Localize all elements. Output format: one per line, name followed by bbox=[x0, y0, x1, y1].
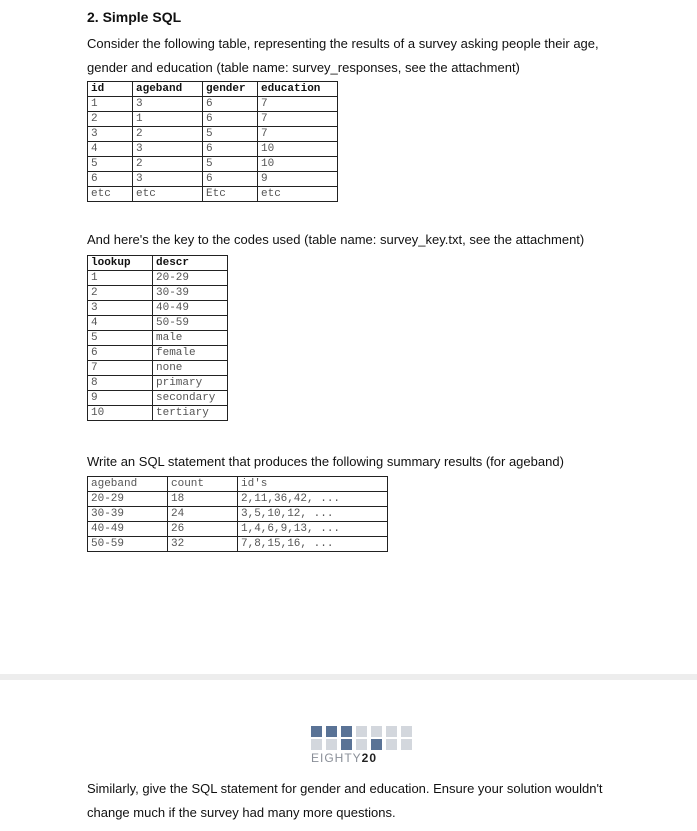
table-cell: 40-49 bbox=[88, 522, 168, 537]
logo-square bbox=[326, 726, 337, 737]
table-cell: 7,8,15,16, ... bbox=[238, 537, 388, 552]
column-header: ageband bbox=[88, 477, 168, 492]
table-row bbox=[88, 507, 388, 522]
table-cell: 4 bbox=[88, 142, 133, 157]
table-row bbox=[88, 361, 228, 376]
table-cell: 9 bbox=[258, 172, 338, 187]
table-cell: none bbox=[153, 361, 228, 376]
table-row bbox=[88, 172, 338, 187]
survey-key-table bbox=[87, 255, 228, 421]
table-cell: 2 bbox=[133, 157, 203, 172]
logo-text-bold: 20 bbox=[361, 751, 378, 765]
table-row bbox=[88, 301, 228, 316]
table-cell: secondary bbox=[153, 391, 228, 406]
logo-square bbox=[356, 726, 367, 737]
table-cell: female bbox=[153, 346, 228, 361]
logo-square bbox=[371, 726, 382, 737]
logo-square bbox=[341, 726, 352, 737]
logo-square bbox=[326, 739, 337, 750]
table-cell: 8 bbox=[88, 376, 153, 391]
table-cell: 26 bbox=[168, 522, 238, 537]
page-divider bbox=[0, 674, 697, 680]
table-row bbox=[88, 271, 228, 286]
table-cell: 5 bbox=[203, 157, 258, 172]
table-cell: 10 bbox=[258, 142, 338, 157]
table-header-row bbox=[88, 477, 388, 492]
logo-square bbox=[311, 739, 322, 750]
table-header-row bbox=[88, 256, 228, 271]
column-header: id bbox=[88, 82, 133, 97]
logo-square bbox=[356, 739, 367, 750]
table-cell: 4 bbox=[88, 316, 153, 331]
table-cell: 40-49 bbox=[153, 301, 228, 316]
table-row bbox=[88, 97, 338, 112]
table-cell: etc bbox=[258, 187, 338, 202]
table-cell: 7 bbox=[258, 97, 338, 112]
logo-square bbox=[341, 739, 352, 750]
table-cell: 9 bbox=[88, 391, 153, 406]
table-cell: 5 bbox=[203, 127, 258, 142]
table-cell: 2,11,36,42, ... bbox=[238, 492, 388, 507]
table-cell: 6 bbox=[88, 172, 133, 187]
logo-wordmark bbox=[311, 751, 377, 765]
logo-square bbox=[371, 739, 382, 750]
table-cell: 3 bbox=[133, 142, 203, 157]
table-cell: 2 bbox=[88, 112, 133, 127]
table-cell: 32 bbox=[168, 537, 238, 552]
intro-line-2: gender and education (table name: survey_responses, see the attachment) bbox=[87, 60, 520, 75]
table-cell: 6 bbox=[203, 172, 258, 187]
table-cell: 50-59 bbox=[88, 537, 168, 552]
column-header: ageband bbox=[133, 82, 203, 97]
table-row bbox=[88, 391, 228, 406]
logo-square bbox=[386, 739, 397, 750]
footer-line-1: Similarly, give the SQL statement for gender and education. Ensure your solution wouldn't bbox=[87, 781, 603, 796]
table-row bbox=[88, 537, 388, 552]
table-cell: 10 bbox=[88, 406, 153, 421]
table-cell: Etc bbox=[203, 187, 258, 202]
column-header: id's bbox=[238, 477, 388, 492]
table-cell: 24 bbox=[168, 507, 238, 522]
column-header: lookup bbox=[88, 256, 153, 271]
section-heading: 2. Simple SQL bbox=[87, 9, 182, 25]
table-cell: 2 bbox=[88, 286, 153, 301]
table-cell: male bbox=[153, 331, 228, 346]
table-cell: primary bbox=[153, 376, 228, 391]
table-cell: 5 bbox=[88, 331, 153, 346]
column-header: descr bbox=[153, 256, 228, 271]
table-row bbox=[88, 406, 228, 421]
table-cell: 5 bbox=[88, 157, 133, 172]
table-cell: tertiary bbox=[153, 406, 228, 421]
table-row bbox=[88, 127, 338, 142]
column-header: education bbox=[258, 82, 338, 97]
summary-results-table bbox=[87, 476, 388, 552]
table-cell: 3 bbox=[133, 97, 203, 112]
survey-responses-table bbox=[87, 81, 338, 202]
table-row bbox=[88, 522, 388, 537]
table-cell: etc bbox=[88, 187, 133, 202]
table-cell: 18 bbox=[168, 492, 238, 507]
key-intro: And here's the key to the codes used (table name: survey_key.txt, see the attachment) bbox=[87, 232, 585, 247]
task-text: Write an SQL statement that produces the following summary results (for ageband) bbox=[87, 454, 564, 469]
table-cell: 1,4,6,9,13, ... bbox=[238, 522, 388, 537]
table-cell: 6 bbox=[203, 112, 258, 127]
table-cell: 10 bbox=[258, 157, 338, 172]
table-row bbox=[88, 376, 228, 391]
table-cell: 20-29 bbox=[153, 271, 228, 286]
table-row bbox=[88, 112, 338, 127]
table-cell: 1 bbox=[88, 271, 153, 286]
table-cell: 50-59 bbox=[153, 316, 228, 331]
column-header: gender bbox=[203, 82, 258, 97]
column-header: count bbox=[168, 477, 238, 492]
logo-square bbox=[311, 726, 322, 737]
table-row bbox=[88, 286, 228, 301]
table-cell: 6 bbox=[203, 97, 258, 112]
logo-text-light: EIGHTY bbox=[311, 751, 362, 765]
table-row bbox=[88, 157, 338, 172]
logo-square bbox=[401, 726, 412, 737]
table-cell: 7 bbox=[88, 361, 153, 376]
logo-square bbox=[386, 726, 397, 737]
table-cell: 20-29 bbox=[88, 492, 168, 507]
table-row bbox=[88, 346, 228, 361]
table-cell: 6 bbox=[203, 142, 258, 157]
table-row bbox=[88, 492, 388, 507]
table-cell: 2 bbox=[133, 127, 203, 142]
table-cell: 7 bbox=[258, 127, 338, 142]
table-cell: 3 bbox=[88, 127, 133, 142]
logo-square bbox=[401, 739, 412, 750]
table-cell: 6 bbox=[88, 346, 153, 361]
table-cell: 3 bbox=[133, 172, 203, 187]
table-cell: etc bbox=[133, 187, 203, 202]
footer-line-2: change much if the survey had many more questions. bbox=[87, 805, 396, 820]
table-cell: 1 bbox=[88, 97, 133, 112]
table-cell: 1 bbox=[133, 112, 203, 127]
table-row bbox=[88, 187, 338, 202]
intro-paragraph bbox=[87, 32, 677, 80]
table-row bbox=[88, 331, 228, 346]
footer-paragraph bbox=[87, 777, 677, 825]
table-header-row bbox=[88, 82, 338, 97]
table-cell: 30-39 bbox=[153, 286, 228, 301]
intro-line-1: Consider the following table, representing the results of a survey asking people their age, bbox=[87, 36, 599, 51]
table-cell: 7 bbox=[258, 112, 338, 127]
table-row bbox=[88, 316, 228, 331]
table-cell: 30-39 bbox=[88, 507, 168, 522]
table-cell: 3,5,10,12, ... bbox=[238, 507, 388, 522]
table-row bbox=[88, 142, 338, 157]
table-cell: 3 bbox=[88, 301, 153, 316]
